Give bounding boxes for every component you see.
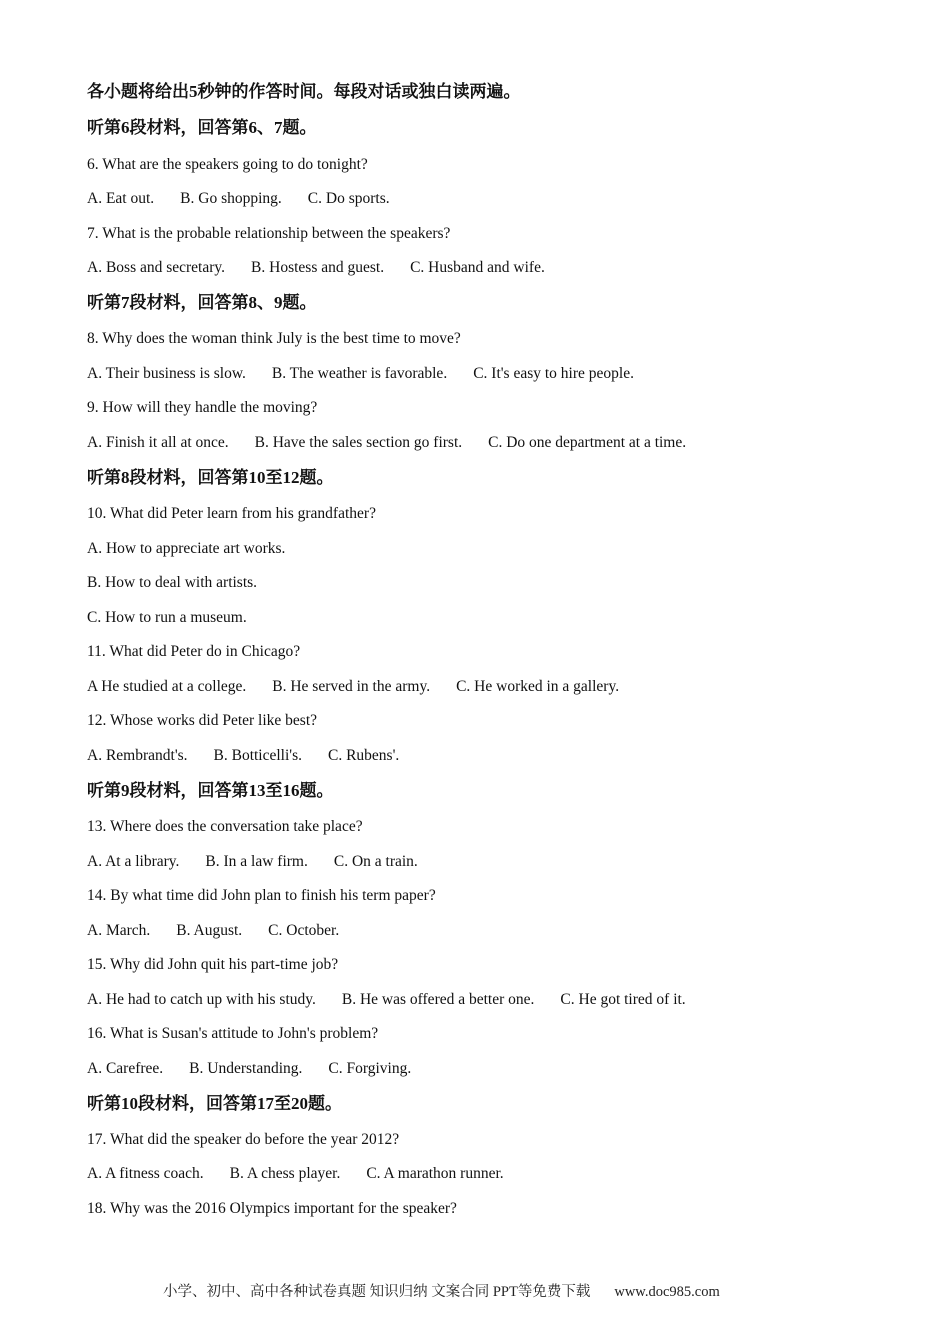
option-a: A. How to appreciate art works.: [87, 540, 286, 557]
answer-options: [87, 852, 418, 872]
option-a: A. March.: [87, 922, 151, 939]
answer-options: [87, 990, 686, 1010]
option-c: C. Do one department at a time.: [488, 434, 687, 451]
option-c: C. It's easy to hire people.: [473, 365, 634, 382]
option-a: A. Rembrandt's.: [87, 747, 188, 764]
option-a: A. Their business is slow.: [87, 365, 246, 382]
option-b: B. He was offered a better one.: [341, 991, 535, 1008]
option-b: B. A chess player.: [229, 1165, 341, 1182]
question-text: 7. What is the probable relationship between the speakers?: [87, 225, 451, 242]
question-text: 9. How will they handle the moving?: [87, 399, 318, 416]
page-footer: [163, 1280, 720, 1301]
option-a: A. Boss and secretary.: [87, 259, 226, 276]
question-text: 8. Why does the woman think July is the best time to move?: [87, 330, 461, 347]
section-heading: 听第6段材料，回答第6、7题。: [87, 118, 317, 137]
intro-text: 各小题将给出5秒钟的作答时间。每段对话或独白读两遍。: [87, 82, 521, 101]
option-c: C. On a train.: [333, 853, 418, 870]
answer-options: [87, 746, 399, 766]
section-heading: 听第7段材料，回答第8、9题。: [87, 293, 317, 312]
option-b: B. Botticelli's.: [213, 747, 302, 764]
option-b: B. The weather is favorable.: [271, 365, 448, 382]
option-c: C. How to run a museum.: [87, 609, 247, 626]
option-c: C. October.: [268, 922, 340, 939]
option-a: A. Carefree.: [87, 1060, 164, 1077]
answer-options: [87, 1164, 504, 1184]
section-heading: 听第9段材料，回答第13至16题。: [87, 781, 334, 800]
question-text: 15. Why did John quit his part-time job?: [87, 956, 339, 973]
option-a: A He studied at a college.: [87, 678, 247, 695]
option-c: C. He worked in a gallery.: [456, 678, 620, 695]
option-b: B. Hostess and guest.: [251, 259, 385, 276]
option-b: B. How to deal with artists.: [87, 574, 258, 591]
option-a: A. Finish it all at once.: [87, 434, 229, 451]
answer-options: [87, 921, 339, 941]
question-text: 6. What are the speakers going to do tonight?: [87, 156, 368, 173]
option-b: B. Have the sales section go first.: [254, 434, 463, 451]
option-c: C. Husband and wife.: [410, 259, 545, 276]
option-a: A. At a library.: [87, 853, 180, 870]
option-c: C. Forgiving.: [328, 1060, 412, 1077]
question-text: 12. Whose works did Peter like best?: [87, 712, 318, 729]
option-c: C. A marathon runner.: [366, 1165, 504, 1182]
section-heading: 听第10段材料，回答第17至20题。: [87, 1094, 342, 1113]
answer-options: [87, 433, 686, 453]
answer-options: [87, 189, 390, 209]
question-text: 11. What did Peter do in Chicago?: [87, 643, 301, 660]
answer-options: [87, 364, 634, 384]
question-text: 14. By what time did John plan to finish his term paper?: [87, 887, 436, 904]
answer-options: [87, 1059, 411, 1079]
option-c: C. Rubens'.: [328, 747, 400, 764]
footer-url[interactable]: www.doc985.com: [614, 1284, 720, 1300]
option-b: B. August.: [176, 922, 243, 939]
section-heading: 听第8段材料，回答第10至12题。: [87, 468, 334, 487]
option-a: A. He had to catch up with his study.: [87, 991, 316, 1008]
option-b: B. In a law firm.: [205, 853, 308, 870]
option-b: B. Go shopping.: [180, 190, 282, 207]
question-text: 18. Why was the 2016 Olympics important for the speaker?: [87, 1200, 457, 1217]
footer-text: 小学、初中、高中各种试卷真题 知识归纳 文案合同 PPT等免费下载: [163, 1284, 591, 1300]
question-text: 13. Where does the conversation take place?: [87, 818, 363, 835]
option-a: A. A fitness coach.: [87, 1165, 204, 1182]
question-text: 16. What is Susan's attitude to John's problem?: [87, 1025, 379, 1042]
option-b: B. He served in the army.: [272, 678, 431, 695]
question-text: 10. What did Peter learn from his grandfather?: [87, 505, 376, 522]
question-text: 17. What did the speaker do before the year 2012?: [87, 1131, 400, 1148]
answer-options: [87, 677, 619, 697]
option-c: C. Do sports.: [307, 190, 390, 207]
answer-options: [87, 258, 545, 278]
option-a: A. Eat out.: [87, 190, 155, 207]
option-b: B. Understanding.: [189, 1060, 303, 1077]
option-c: C. He got tired of it.: [560, 991, 686, 1008]
